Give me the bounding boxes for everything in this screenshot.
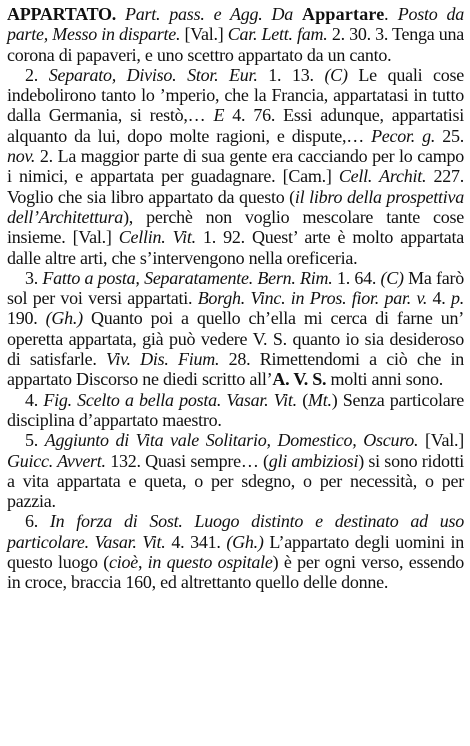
- body-text: 2. 30. 3. Tenga una corona di papaveri, e uno scettro appartato da un canto.: [7, 24, 464, 65]
- bold-text: Appartare: [302, 4, 385, 24]
- body-text: ), perchè non voglio mescolare tante cose insieme. [Val.]: [7, 206, 464, 248]
- italic-text: Car. Lett. fam.: [227, 24, 328, 45]
- body-text: 4. 76. Essi adunque, appartatisi alquanto da lui, dopo molte ragioni, e dispute,…: [7, 105, 464, 146]
- italic-text: gli ambiziosi: [268, 450, 359, 471]
- italic-text: (C): [380, 267, 404, 288]
- italic-text: p.: [451, 288, 465, 309]
- italic-text: cioè: [108, 552, 138, 573]
- body-text: [Val.]: [418, 430, 465, 451]
- body-text: 132. Quasi sempre… (: [105, 450, 269, 471]
- body-text: ) Senza particolare disciplina d’appartato maestro.: [7, 389, 465, 430]
- entry-sense-4: [7, 390, 464, 431]
- italic-text: Part. pass. e Agg. Da: [116, 4, 303, 24]
- body-text: 1. 92. Quest’ arte è molto appartata dalle altre arti, che s’intervengono nella oreficeria.: [7, 227, 464, 268]
- italic-text: Aggiunto di Vita vale Solitario, Domestico, Oscuro.: [44, 430, 419, 451]
- italic-text: (Gh.): [45, 308, 83, 329]
- body-text: Quanto poi a quello ch’ella mi cerca di farne un’ operetta appartata, già può vedere V. S. quanto io sia desideroso di satisfarle.: [7, 308, 465, 370]
- italic-text: Fatto a posta, Separatamente. Bern. Rim.: [42, 267, 333, 288]
- italic-text: Borgh. Vinc. in Pros. fior. par. v.: [197, 288, 428, 309]
- body-text: 28. Rimettendomi a ciò che in appartato Discorso ne diedi scritto all’: [7, 349, 464, 390]
- italic-text: il libro della prospettiva dell’Architettura: [7, 186, 465, 227]
- italic-text: in questo ospitale: [147, 552, 273, 573]
- body-text: molti anni sono.: [326, 369, 444, 390]
- body-text: (: [296, 389, 308, 410]
- body-text: Ma farò sol per voi versi appartati.: [7, 267, 464, 309]
- italic-text: Viv. Dis. Fium.: [105, 349, 220, 370]
- entry-sense-2: [7, 65, 464, 268]
- entry-sense-3: [7, 268, 464, 390]
- entry-sense-6: [7, 511, 464, 592]
- body-text: [Val.]: [180, 24, 228, 45]
- body-text: 5.: [25, 430, 45, 451]
- body-text: ,: [137, 552, 148, 573]
- body-text: 3.: [25, 267, 43, 288]
- italic-text: Guicc. Avvert.: [7, 450, 106, 471]
- body-text: 4.: [427, 288, 452, 309]
- italic-text: (Gh.): [226, 531, 264, 552]
- body-text: 6.: [25, 511, 50, 532]
- entry-sense-5: [7, 430, 464, 511]
- body-text: 2.: [25, 64, 49, 85]
- body-text: 25.: [435, 125, 465, 146]
- body-text: 4. 341.: [165, 531, 227, 552]
- entry-definition-main: [7, 4, 464, 65]
- entry-headword: APPARTATO.: [7, 4, 117, 24]
- body-text: 190.: [7, 308, 46, 329]
- italic-text: E: [213, 105, 225, 126]
- italic-text: Cell. Archit.: [338, 166, 427, 187]
- italic-text: Mt.: [307, 389, 332, 410]
- bold-text: A. V. S.: [272, 369, 327, 390]
- italic-text: nov.: [7, 146, 36, 167]
- body-text: 227. Voglio che sia libro appartato da questo (: [7, 166, 465, 207]
- italic-text: Fig. Scelto a bella posta. Vasar. Vit.: [43, 389, 297, 410]
- italic-text: . Posto da parte, Messo in disparte.: [7, 4, 464, 45]
- italic-text: Cellin. Vit.: [118, 227, 196, 248]
- body-text: ) si sono ridotti a vita appartata e queta, o per sdegno, o per necessità, o per pazzia.: [7, 450, 464, 512]
- body-text: 4.: [25, 389, 44, 410]
- body-text: L’appartato degli uomini in questo luogo (: [7, 531, 465, 573]
- italic-text: In forza di Sost. Luogo distinto e destinato ad uso particolare. Vasar. Vit.: [7, 511, 465, 552]
- italic-text: Pecor. g.: [371, 125, 436, 146]
- body-text: 1. 13.: [257, 64, 325, 85]
- italic-text: (C): [324, 64, 348, 85]
- body-text: 2. La maggior parte di sua gente era cacciando per lo campo i nimici, e appartata per guadagnare. [Cam.]: [7, 146, 464, 187]
- dictionary-entry-appartato: [7, 4, 464, 593]
- body-text: ) è per ogni verso, essendo in croce, braccia 160, ed altrettanto quello delle donne.: [7, 552, 464, 593]
- body-text: Le quali cose indebolirono tanto lo ’mperio, che la Francia, appartatasi in tutto dalla Germania, si restò,…: [7, 64, 465, 126]
- body-text: 1. 64.: [332, 267, 381, 288]
- italic-text: Separato, Diviso. Stor. Eur.: [48, 64, 258, 85]
